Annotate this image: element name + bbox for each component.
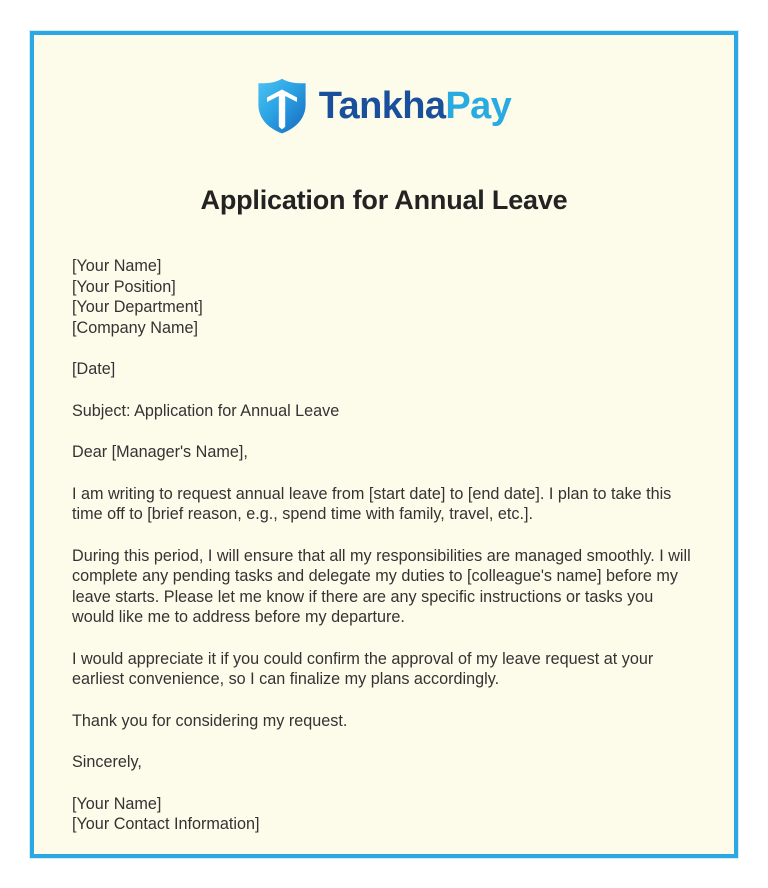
letter-paragraph-1: I am writing to request annual leave from [start date] to [end date]. I plan to take this time off to [brief reason, e.g., spend time with family, travel, etc.].	[72, 484, 672, 523]
brand-name-secondary: Pay	[445, 85, 512, 127]
letter-closing: Sincerely,	[72, 753, 142, 771]
letter-body	[72, 216, 696, 835]
page-title: Application for Annual Leave	[200, 185, 568, 215]
brand-wordmark	[319, 87, 511, 125]
letter-paragraph-2: During this period, I will ensure that all my responsibilities are managed smoothly. I will complete any pending tasks and delegate my duties to [colleague's name] before my leave starts. Please let me know if there are any specific instructions or tasks you would like me to address before my departure.	[72, 546, 691, 626]
letter-sheet	[30, 31, 738, 858]
sender-department: [Your Department]	[72, 298, 203, 316]
letter-paragraph-4: Thank you for considering my request.	[72, 711, 348, 730]
letter-subject: Subject: Application for Annual Leave	[72, 401, 340, 420]
letter-date: [Date]	[72, 360, 116, 378]
sender-position: [Your Position]	[72, 277, 176, 296]
signature-contact: [Your Contact Information]	[72, 815, 260, 833]
sender-name: [Your Name]	[72, 257, 162, 275]
signature-name: [Your Name]	[72, 794, 162, 813]
letter-sheet-inner	[34, 35, 734, 854]
brand-logo	[72, 35, 696, 137]
letter-salutation: Dear [Manager's Name],	[72, 443, 248, 461]
signature-block	[72, 794, 696, 835]
shield-t-logo-icon	[257, 78, 307, 134]
letter-paragraph-3: I would appreciate it if you could confirm the approval of my leave request at your earliest convenience, so I can finalize my plans accordingly.	[72, 649, 654, 688]
brand-name-primary: Tankha	[318, 85, 446, 127]
sender-block	[72, 256, 696, 338]
sender-company: [Company Name]	[72, 318, 198, 337]
